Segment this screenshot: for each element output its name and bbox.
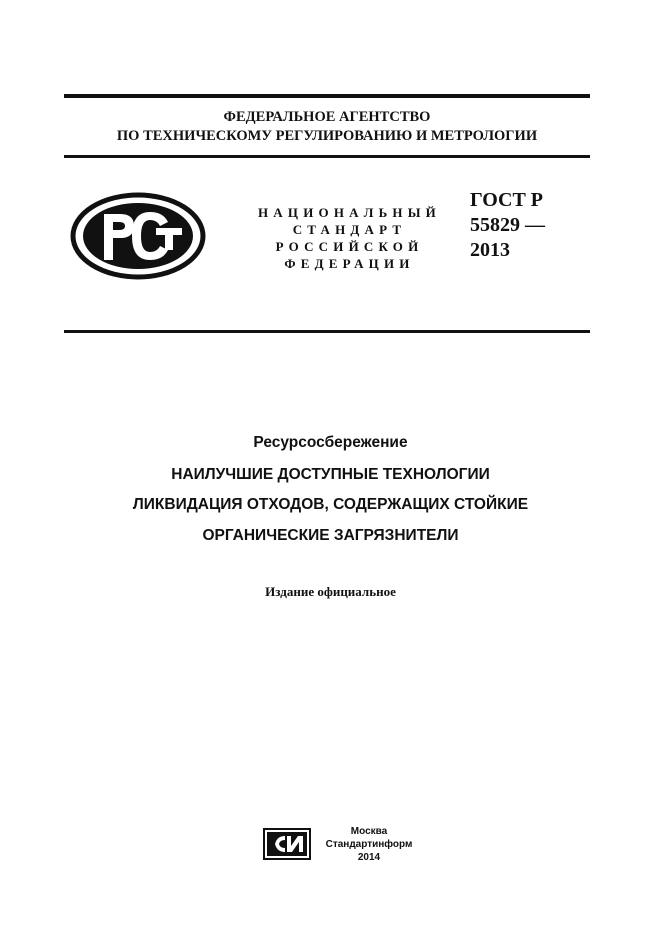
agency-line-2: ПО ТЕХНИЧЕСКОМУ РЕГУЛИРОВАНИЮ И МЕТРОЛОГИИ: [116, 128, 538, 144]
designation-line-3: 2013: [470, 239, 510, 261]
agency-line-1: ФЕДЕРАЛЬНОЕ АГЕНТСТВО: [223, 109, 431, 125]
designation-line-1: ГОСТ Р: [470, 189, 544, 211]
title-line-1: НАИЛУЧШИЕ ДОСТУПНЫЕ ТЕХНОЛОГИИ: [171, 466, 490, 483]
standartinform-logo-icon: [263, 828, 311, 860]
rst-certification-mark-icon: [70, 192, 206, 280]
designation-line-2: 55829 —: [470, 214, 545, 236]
national-standard-line-1: НАЦИОНАЛЬНЫЙ: [257, 205, 441, 220]
title-line-3: ОРГАНИЧЕСКИЕ ЗАГРЯЗНИТЕЛИ: [202, 527, 459, 544]
national-standard-line-4: ФЕДЕРАЦИИ: [284, 256, 415, 271]
national-standard-line-3: РОССИЙСКОЙ: [275, 239, 424, 254]
publisher-name: Стандартинформ: [325, 839, 413, 850]
header-rule: [64, 155, 590, 158]
publisher-city: Москва: [350, 826, 388, 837]
title-category: Ресурсосбережение: [253, 434, 408, 451]
national-standard-line-2: СТАНДАРТ: [292, 222, 407, 237]
title-line-2: ЛИКВИДАЦИЯ ОТХОДОВ, СОДЕРЖАЩИХ СТОЙКИЕ: [132, 496, 529, 513]
section-rule: [64, 330, 590, 333]
top-rule: [64, 94, 590, 98]
edition-label: Издание официальное: [265, 584, 396, 599]
publisher-year: 2014: [357, 852, 381, 863]
